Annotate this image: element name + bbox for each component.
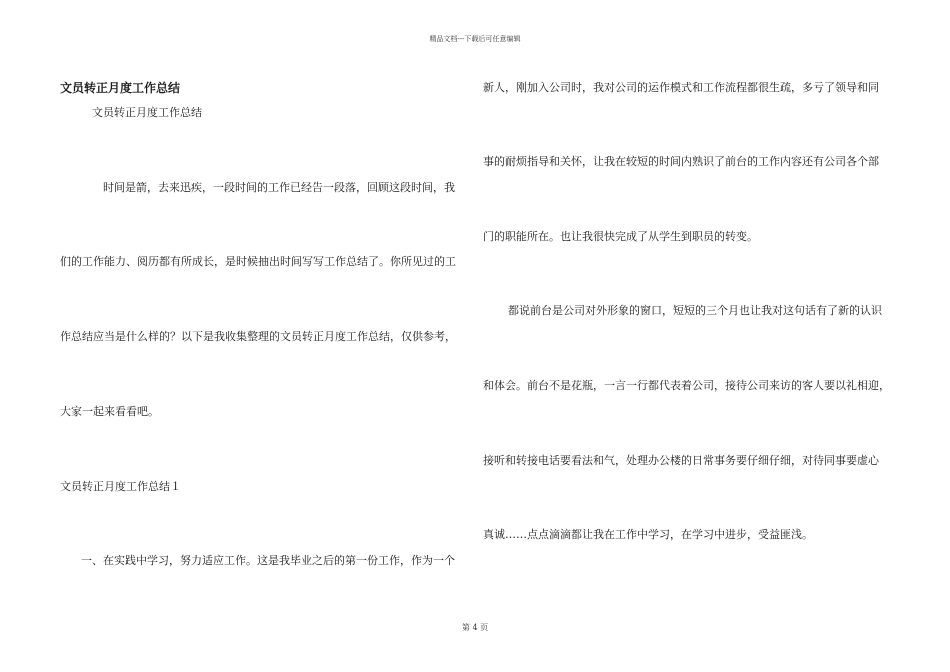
paragraph-line: 新人，刚加入公司时，我对公司的运作模式和工作流程都很生疏，多亏了领导和同: [483, 81, 879, 94]
paragraph-line: 大家一起来看看吧。: [60, 405, 159, 418]
paragraph-line: 和体会。前台不是花瓶，一言一行都代表着公司，接待公司来访的客人要以礼相迎，: [483, 379, 890, 392]
document-title: 文员转正月度工作总结: [60, 81, 181, 95]
paragraph-line: 时间是箭，去来迅疾，一段时间的工作已经告一段落，回顾这段时间，我: [103, 181, 455, 194]
paragraph-line: 作总结应当是什么样的？以下是我收集整理的文员转正月度工作总结，仅供参考，: [60, 330, 456, 343]
section-heading: 文员转正月度工作总结１: [60, 480, 181, 493]
paragraph-line: 们的工作能力、阅历都有所成长，是时候抽出时间写写工作总结了。你所见过的工: [60, 255, 456, 268]
paragraph-line: 事的耐烦指导和关怀，让我在较短的时间内熟识了前台的工作内容还有公司各个部: [483, 155, 879, 168]
paragraph-line: 真诚……点点滴滴都让我在工作中学习，在学习中进步，受益匪浅。: [483, 528, 813, 541]
paragraph-line: 门的职能所在。也让我很快完成了从学生到职员的转变。: [483, 230, 758, 243]
page-number: 第 4 页: [461, 623, 489, 632]
page-header: 精品文档---下载后可任意编辑: [429, 35, 521, 43]
paragraph-line: 接听和转接电话要看法和气，处理办公楼的日常事务要仔细仔细，对待同事要虚心: [483, 454, 879, 467]
paragraph-line: 一、在实践中学习，努力适应工作。这是我毕业之后的第一份工作，作为一个: [81, 554, 455, 567]
paragraph-line: 都说前台是公司对外形象的窗口，短短的三个月也让我对这句话有了新的认识: [508, 304, 882, 317]
document-subtitle: 文员转正月度工作总结: [92, 106, 202, 119]
